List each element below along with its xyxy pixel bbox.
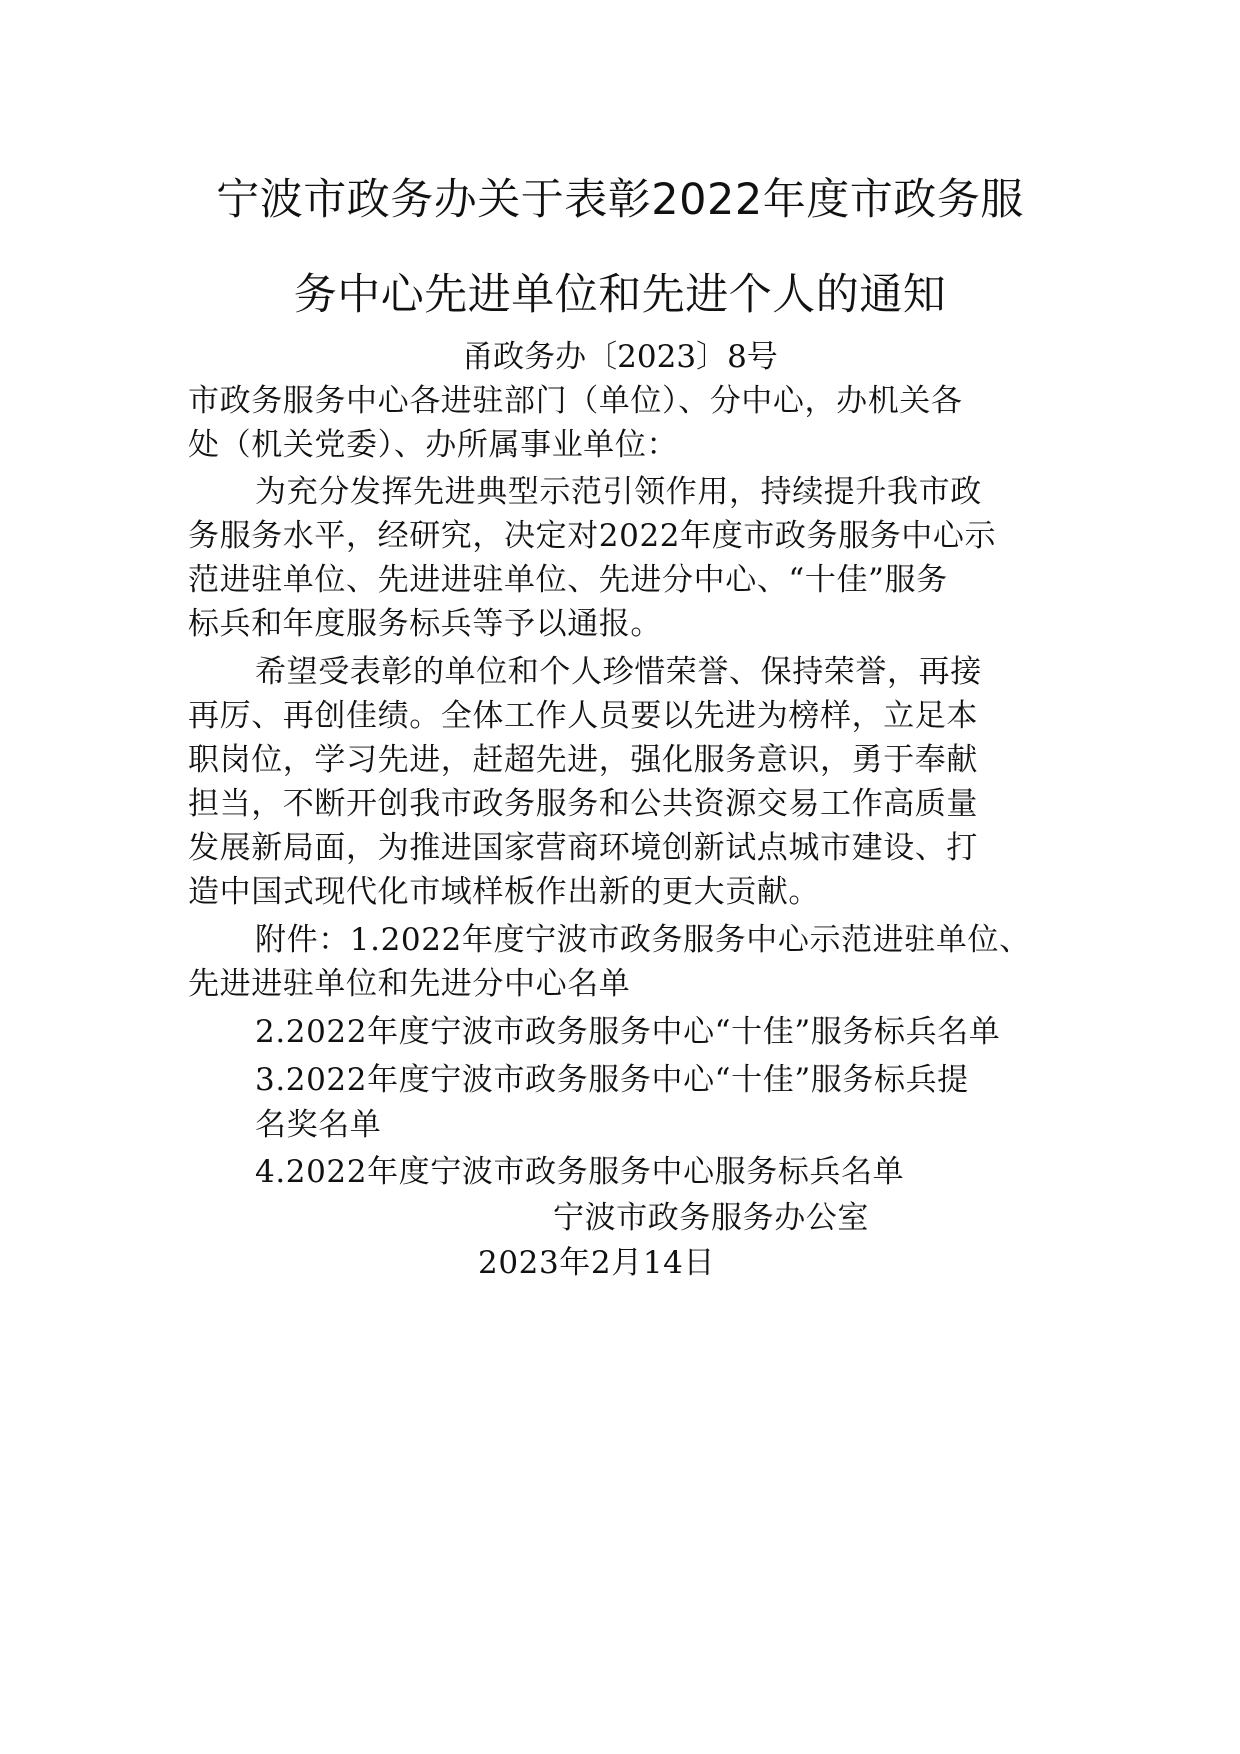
paragraph1-line3: 范进驻单位、先进进驻单位、先进分中心、“十佳”服务 bbox=[188, 562, 948, 598]
attachment-item1-line2: 先进进驻单位和先进分中心名单 bbox=[188, 966, 631, 1002]
paragraph2-line4: 担当，不断开创我市政务服务和公共资源交易工作高质量 bbox=[188, 786, 978, 822]
paragraph2-line2: 再厉、再创佳绩。全体工作人员要以先进为榜样，立足本 bbox=[188, 698, 978, 734]
paragraph2-line6: 造中国式现代化市域样板作出新的更大贡献。 bbox=[188, 874, 820, 910]
attachment-item2: 2.2022年度宁波市政务服务中心“十佳”服务标兵名单 bbox=[255, 1014, 1001, 1050]
document-title-line2: 务中心先进单位和先进个人的通知 bbox=[293, 270, 947, 320]
signature-organization: 宁波市政务服务办公室 bbox=[553, 1200, 869, 1236]
paragraph2-line3: 职岗位，学习先进，赶超先进，强化服务意识，勇于奉献 bbox=[188, 742, 978, 778]
document-title-line1: 宁波市政务办关于表彰2022年度市政务服 bbox=[216, 175, 1024, 225]
paragraph2-line1: 希望受表彰的单位和个人珍惜荣誉、保持荣誉，再接 bbox=[255, 654, 982, 690]
addressee-line1: 市政务服务中心各进驻部门（单位）、分中心，办机关各 bbox=[188, 383, 963, 419]
paragraph1-line1: 为充分发挥先进典型示范引领作用，持续提升我市政 bbox=[255, 474, 982, 510]
attachment-item3-line2: 名奖名单 bbox=[255, 1107, 382, 1143]
paragraph1-line2: 务服务水平，经研究，决定对2022年度市政务服务中心示 bbox=[188, 518, 997, 554]
attachment-item3-line1: 3.2022年度宁波市政务服务中心“十佳”服务标兵提 bbox=[255, 1062, 969, 1098]
signature-date: 2023年2月14日 bbox=[478, 1245, 716, 1281]
paragraph1-line4: 标兵和年度服务标兵等予以通报。 bbox=[188, 606, 662, 642]
addressee-line2: 处（机关党委）、办所属事业单位： bbox=[188, 427, 679, 463]
paragraph2-line5: 发展新局面，为推进国家营商环境创新试点城市建设、打 bbox=[188, 830, 978, 866]
attachment-item1-line1: 附件：1.2022年度宁波市政务服务中心示范进驻单位、 bbox=[255, 922, 1031, 958]
document-number: 甬政务办〔2023〕8号 bbox=[462, 339, 778, 375]
attachment-item4: 4.2022年度宁波市政务服务中心服务标兵名单 bbox=[255, 1154, 905, 1190]
